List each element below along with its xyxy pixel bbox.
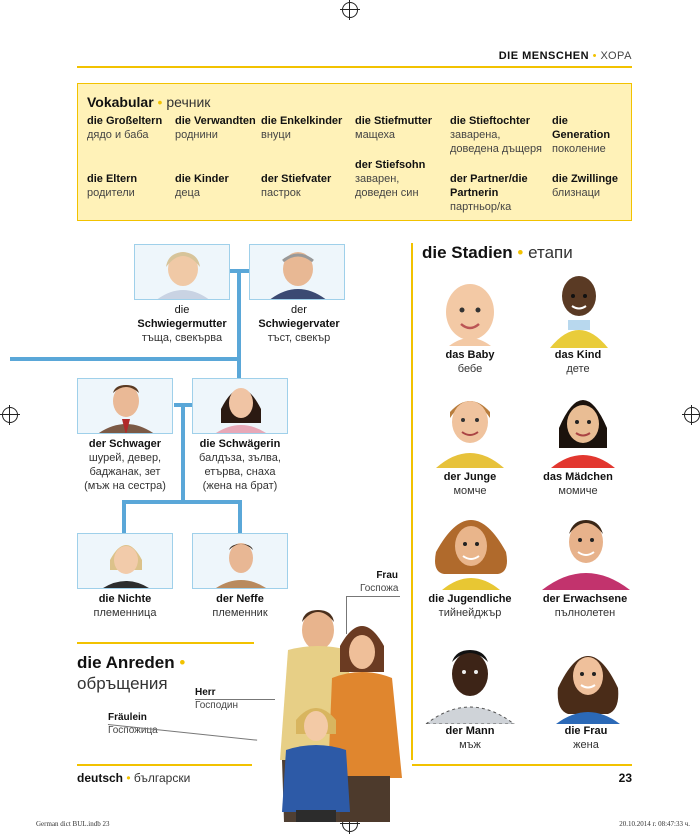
- header-title-de: DIE MENSCHEN: [498, 50, 590, 62]
- label-neffe: der Neffe племенник: [212, 593, 268, 619]
- vocabulary-title-bg: речник: [166, 94, 211, 110]
- photo-schwiegervater: [249, 244, 345, 300]
- anreden-title: die Anreden • обръщения: [77, 653, 186, 693]
- tree-line: [122, 500, 242, 504]
- vocabulary-title-de: Vokabular: [87, 94, 154, 110]
- portrait-junge: [432, 388, 508, 468]
- callout-line: [346, 596, 347, 634]
- label-nichte: die Nichte племенница: [93, 593, 157, 619]
- running-header: [499, 50, 632, 62]
- tree-line: [10, 357, 240, 361]
- portrait-kind: [546, 268, 612, 348]
- portrait-erwachsene: [540, 508, 632, 590]
- portrait-baby: [437, 278, 503, 348]
- tree-line: [238, 500, 242, 534]
- vocab-item: die Generation поколение: [552, 115, 611, 155]
- header-separator: •: [592, 50, 597, 62]
- callout-herr: Herr Господин: [195, 687, 239, 711]
- footer-language: deutsch • български: [77, 771, 191, 785]
- vocabulary-box: [77, 83, 632, 221]
- vocab-item: die Zwillinge близнаци: [552, 173, 619, 199]
- vocab-item: die Stiefmutter мащеха: [355, 115, 433, 141]
- label-stage-jugendliche: die Jugendliche тийнейджър: [428, 593, 512, 619]
- label-stage-junge: der Junge момче: [443, 471, 497, 497]
- label-stage-baby: das Baby бебе: [445, 349, 495, 375]
- portrait-mann: [424, 640, 516, 724]
- vocab-item: die Stieftochter заварена, доведена дъщеря: [450, 115, 542, 155]
- vocab-item: die Eltern родители: [87, 173, 138, 199]
- callout-line: [346, 596, 400, 597]
- stadien-title: die Stadien • етапи: [422, 243, 573, 262]
- label-schwiegermutter: die Schwiegermutter тъща, свекърва: [137, 304, 227, 344]
- tree-line: [229, 269, 249, 273]
- label-schwiegervater: der Schwiegervater тъст, свекър: [258, 304, 340, 344]
- label-stage-maedchen: das Mädchen момиче: [543, 471, 613, 497]
- header-rule: [77, 66, 632, 68]
- slug-file: German dict BUL.indb 23: [36, 820, 110, 828]
- header-title-bg: ХОРА: [600, 50, 632, 62]
- portrait-frau: [548, 640, 628, 724]
- callout-fraeulein: Fräulein Госпожица: [108, 712, 158, 736]
- portrait-maedchen: [545, 388, 621, 468]
- registration-mark-icon: [684, 407, 700, 423]
- family-group-photo: [252, 600, 412, 822]
- vocab-item: der Stiefsohn заварен, доведен син: [355, 159, 426, 199]
- vocabulary-title: Vokabular • речник: [87, 94, 211, 110]
- vocab-item: die Verwandten роднини: [175, 115, 256, 141]
- label-stage-mann: der Mann мъж: [445, 725, 495, 751]
- tree-line: [122, 500, 126, 534]
- callout-line: [195, 699, 275, 700]
- photo-schwiegermutter: [134, 244, 230, 300]
- label-stage-kind: das Kind дете: [554, 349, 602, 375]
- registration-mark-icon: [2, 407, 18, 423]
- slug-date: 20.10.2014 г. 08:47:33 ч.: [619, 820, 690, 828]
- vocab-item: die Enkelkinder внуци: [261, 115, 343, 141]
- callout-frau: Frau Госпожа: [360, 570, 399, 594]
- portrait-jugendliche: [428, 508, 514, 590]
- vocab-item: die Kinder деца: [175, 173, 229, 199]
- label-stage-erwachsene: der Erwachsene пълнолетен: [542, 593, 628, 619]
- label-schwager: der Schwager шурей, девер, баджанак, зет (мъж на сестра): [84, 438, 166, 492]
- vocab-item: der Stiefvater пастрок: [261, 173, 332, 199]
- registration-mark-icon: [342, 2, 358, 18]
- photo-nichte: [77, 533, 173, 589]
- page-number: 23: [618, 771, 632, 785]
- photo-schwaegerin: [192, 378, 288, 434]
- label-stage-frau: die Frau жена: [564, 725, 608, 751]
- anreden-rule: [77, 642, 254, 644]
- photo-neffe: [192, 533, 288, 589]
- vocab-item: die Großeltern дядо и баба: [87, 115, 163, 141]
- label-schwaegerin: die Schwägerin балдъза, зълва, етърва, снаха (жена на брат): [199, 438, 281, 492]
- photo-schwager: [77, 378, 173, 434]
- footer-rule-left: [77, 764, 252, 766]
- vocab-item: der Partner/die Partnerin партньор/ка: [450, 173, 528, 213]
- footer-rule-right: [412, 764, 632, 766]
